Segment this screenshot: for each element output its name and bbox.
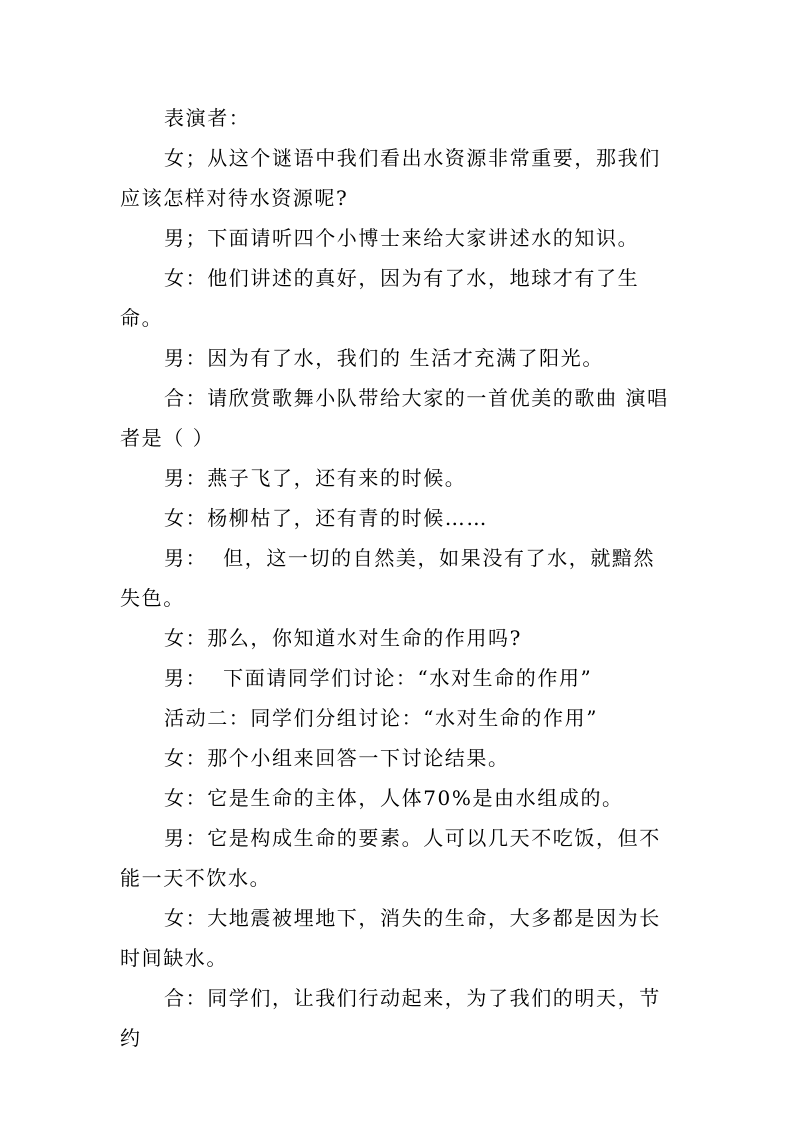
paragraph-female-3: 女：杨柳枯了，还有青的时候…… xyxy=(164,506,488,530)
paragraph-female-7: 女：大地震被埋地下，消失的生命，大多都是因为长时间缺水。 xyxy=(120,906,661,970)
paragraph-female-5: 女：那个小组来回答一下讨论结果。 xyxy=(164,746,510,770)
paragraph-male-2: 男：因为有了水，我们的 生活才充满了阳光。 xyxy=(164,346,604,370)
paragraph-together-1: 合：请欣赏歌舞小队带给大家的一首优美的歌曲 演唱者是（ ） xyxy=(120,386,669,450)
paragraph-female-4: 女：那么，你知道水对生命的作用吗? xyxy=(164,626,522,650)
paragraph-performer: 表演者： xyxy=(164,106,251,130)
paragraph-male-6: 男：它是构成生命的要素。人可以几天不吃饭，但不能一天不饮水。 xyxy=(120,826,661,890)
document-body xyxy=(120,98,676,1058)
paragraph-male-5: 男： 下面请同学们讨论：“水对生命的作用” xyxy=(164,666,593,690)
paragraph-male-4: 男： 但，这一切的自然美，如果没有了水，就黯然失色。 xyxy=(120,546,656,610)
paragraph-activity-two: 活动二：同学们分组讨论：“水对生命的作用” xyxy=(164,706,599,730)
paragraph-female-2: 女：他们讲述的真好，因为有了水，地球才有了生命。 xyxy=(120,266,640,330)
paragraph-female-6: 女：它是生命的主体，人体70%是由水组成的。 xyxy=(164,786,624,810)
paragraph-male-1: 男；下面请听四个小博士来给大家讲述水的知识。 xyxy=(164,226,640,250)
paragraph-male-3: 男：燕子飞了，还有来的时候。 xyxy=(164,466,467,490)
paragraph-female-1: 女；从这个谜语中我们看出水资源非常重要，那我们应该怎样对待水资源呢? xyxy=(120,146,661,210)
paragraph-together-2: 合：同学们，让我们行动起来，为了我们的明天，节约 xyxy=(120,986,661,1050)
